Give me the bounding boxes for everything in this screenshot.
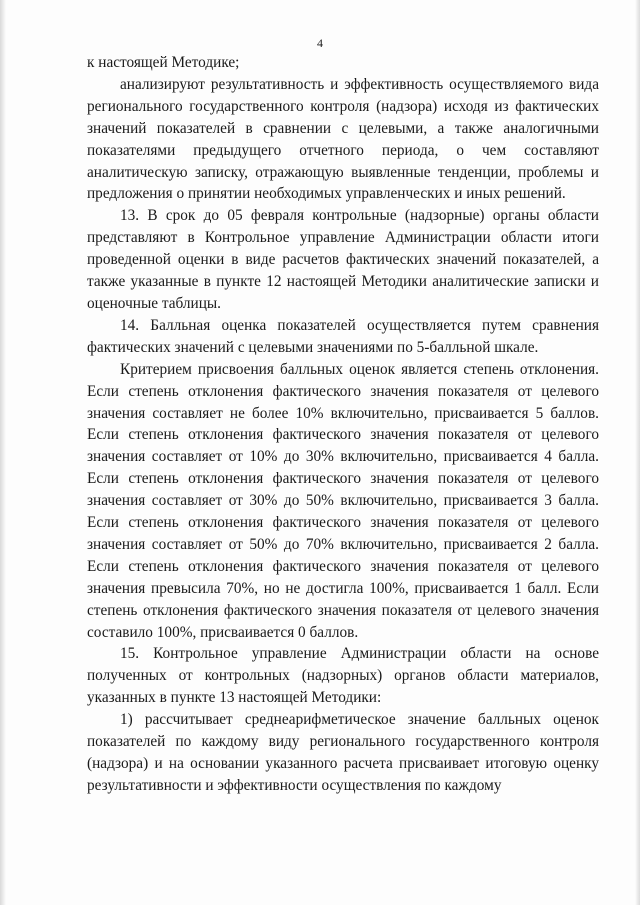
scan-edge-left xyxy=(0,0,6,905)
document-body xyxy=(87,52,599,797)
paragraph-item-15-1: 1) рассчитывает среднеарифметическое значение балльных оценок показателей по каждому виду регионального государственного контроля (надзора) и на основании указанного расчета присваивает итоговую оценку результативности и эффективности осуществления по каждому xyxy=(87,711,599,794)
paragraph-item-15: 15. Контрольное управление Администрации области на основе полученных от контрольных (надзорных) органов области материалов, указанных в пункте 13 настоящей Методики: xyxy=(87,645,599,707)
scan-edge-right xyxy=(635,0,640,905)
paragraph-item-13: 13. В срок до 05 февраля контрольные (надзорные) органы области представляют в Контрольное управление Администрации области итоги проведенной оценки в виде расчетов фактических значений показателей, а также указанные в пункте 12 настоящей Методики аналитические записки и оценочные таблицы. xyxy=(87,207,599,312)
page-number: 4 xyxy=(317,36,323,50)
paragraph-scoring-criteria: Критерием присвоения балльных оценок является степень отклонения. Если степень отклонения фактического значения показателя от целевого значения составляет не более 10% включительно, присваивается 5 баллов. Если степень отклонения фактического значения показателя от целевого значения составляет от 10% до 30% включительно, присваивается 4 балла. Если степень отклонения фактического значения показателя от целевого значения составляет от 30% до 50% включительно, присваивается 3 балла. Если степень отклонения фактического значения показателя от целевого значения составляет от 50% до 70% включительно, присваивается 2 балла. Если степень отклонения фактического значения показателя от целевого значения превысила 70%, но не достигла 100%, присваивается 1 балл. Если степень отклонения фактического значения показателя от целевого значения составило 100%, присваивается 0 баллов. xyxy=(87,360,599,641)
paragraph-item-14: 14. Балльная оценка показателей осуществляется путем сравнения фактических значений с целевыми значениями по 5-балльной шкале. xyxy=(87,316,599,356)
paragraph-continuation: к настоящей Методике; xyxy=(87,54,240,71)
paragraph-analysis: анализируют результативность и эффективность осуществляемого вида регионального государственного контроля (надзора) исходя из фактических значений показателей в сравнении с целевыми, а также аналогичными показателями предыдущего отчетного периода, о чем составляют аналитическую записку, отражающую выявленные тенденции, проблемы и предложения о принятии необходимых управленческих и иных решений. xyxy=(87,75,599,203)
